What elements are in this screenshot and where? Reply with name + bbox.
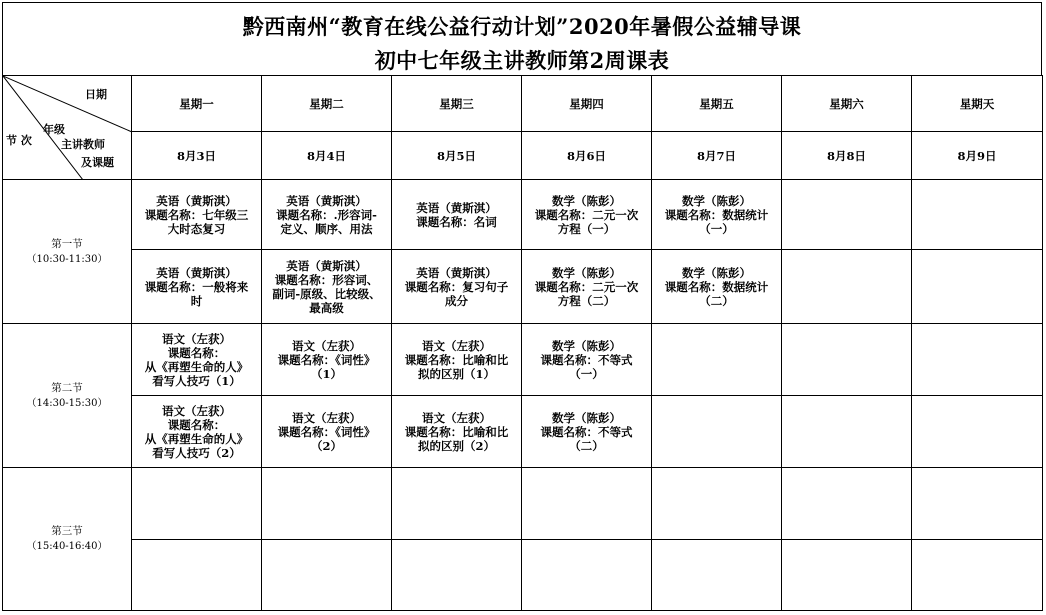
course-topic-line: 从《再塑生命的人》 (144, 431, 249, 446)
class-cell (392, 324, 522, 396)
corner-grade-label: 年级 (43, 123, 65, 136)
course-teacher-line: 语文（左获） (422, 410, 491, 425)
course-topic-line: 课题名称： (167, 417, 226, 432)
course-topic-line: 课题名称：形容词、 (274, 272, 379, 287)
course-teacher-line: 数学（陈彭） (682, 193, 751, 208)
day-header: 星期三 (392, 76, 522, 132)
header-row-dates (3, 132, 1043, 180)
course-topic-line: 课题名称：《词性》 (277, 424, 376, 439)
course-topic-line: 课题名称：《词性》 (277, 352, 376, 367)
course-topic-line: 最高级 (309, 300, 344, 315)
time-slot-cell (3, 324, 132, 468)
day-header: 星期五 (652, 76, 782, 132)
class-cell (132, 468, 262, 540)
class-cell (262, 468, 392, 540)
course-topic-line: 看写人技巧（2） (152, 445, 241, 460)
date-header: 8月4日 (262, 132, 392, 180)
day-header: 星期四 (522, 76, 652, 132)
course-topic-line: 课题名称：二元一次 (534, 207, 639, 222)
class-cell (132, 180, 262, 250)
day-header: 星期一 (132, 76, 262, 132)
course-teacher-line: 英语（黄斯淇） (156, 193, 237, 208)
class-cell (132, 540, 262, 611)
time-slot-name: 第二节 (51, 381, 83, 394)
class-cell (782, 250, 912, 324)
course-topic-line: 拟的区别（2） (417, 438, 495, 453)
class-cell (782, 540, 912, 611)
course-teacher-line: 英语（黄斯淇） (416, 200, 497, 215)
course-topic-line: 副词-原级、比较级、 (272, 286, 381, 301)
course-teacher-line: 语文（左获） (292, 338, 361, 353)
corner-header-cell (3, 76, 132, 180)
course-topic-line: 课题名称：比喻和比 (404, 352, 509, 367)
course-topic-line: 课题名称：.形容词- (276, 207, 377, 222)
class-cell (652, 396, 782, 468)
header-row-days (3, 76, 1043, 132)
schedule-row (3, 250, 1043, 324)
class-cell (132, 250, 262, 324)
course-topic-line: 课题名称：一般将来 (144, 279, 249, 294)
course-teacher-line: 数学（陈彭） (552, 265, 621, 280)
title-block (2, 2, 1042, 76)
schedule-row (3, 396, 1043, 468)
schedule-row (3, 180, 1043, 250)
course-topic-line: （一） (699, 221, 734, 236)
class-cell (652, 324, 782, 396)
class-cell (392, 540, 522, 611)
date-header: 8月3日 (132, 132, 262, 180)
course-teacher-line: 数学（陈彭） (552, 410, 621, 425)
course-teacher-line: 英语（黄斯淇） (286, 193, 367, 208)
date-header: 8月9日 (912, 132, 1043, 180)
class-cell (912, 180, 1043, 250)
corner-topic-label: 及课题 (81, 156, 114, 169)
class-cell (262, 324, 392, 396)
class-cell (132, 324, 262, 396)
course-topic-line: （一） (569, 366, 604, 381)
class-cell (912, 250, 1043, 324)
course-topic-line: 方程（一） (557, 221, 616, 236)
course-topic-line: 课题名称：不等式 (540, 424, 633, 439)
course-topic-line: 课题名称：名词 (416, 214, 497, 229)
class-cell (522, 324, 652, 396)
title-main: 黔西南州“教育在线公益行动计划”2020年暑假公益辅导课 (242, 14, 802, 39)
class-cell (522, 250, 652, 324)
day-header: 星期二 (262, 76, 392, 132)
class-cell (522, 180, 652, 250)
course-teacher-line: 英语（黄斯淇） (286, 258, 367, 273)
date-header: 8月7日 (652, 132, 782, 180)
course-topic-line: 方程（二） (557, 293, 616, 308)
course-topic-line: 课题名称：七年级三 (144, 207, 249, 222)
course-teacher-line: 数学（陈彭） (552, 338, 621, 353)
course-teacher-line: 语文（左获） (162, 331, 231, 346)
course-topic-line: 课题名称：复习句子 (404, 279, 509, 294)
course-teacher-line: 英语（黄斯淇） (416, 265, 497, 280)
class-cell (392, 468, 522, 540)
course-teacher-line: 数学（陈彭） (682, 265, 751, 280)
course-teacher-line: 数学（陈彭） (552, 193, 621, 208)
time-slot-time: （10:30-11:30） (26, 253, 108, 265)
time-slot-name: 第三节 (51, 525, 83, 537)
date-header: 8月6日 (522, 132, 652, 180)
date-header: 8月5日 (392, 132, 522, 180)
course-topic-line: （2） (310, 438, 342, 453)
course-topic-line: （二） (699, 293, 734, 308)
corner-section-label: 节 次 (6, 134, 32, 147)
class-cell (262, 250, 392, 324)
time-slot-time: （14:30-15:30） (26, 397, 108, 409)
class-cell (782, 468, 912, 540)
class-cell (522, 468, 652, 540)
day-header: 星期天 (912, 76, 1043, 132)
class-cell (912, 540, 1043, 611)
course-topic-line: 从《再塑生命的人》 (144, 359, 249, 374)
class-cell (912, 468, 1043, 540)
course-topic-line: 课题名称：数据统计 (664, 279, 769, 294)
class-cell (262, 540, 392, 611)
corner-teacher-label: 主讲教师 (61, 138, 105, 151)
time-slot-name: 第一节 (51, 237, 83, 250)
course-topic-line: 大时态复习 (167, 221, 226, 236)
schedule-row (3, 324, 1043, 396)
time-slot-time: （15:40-16:40） (26, 541, 108, 552)
class-cell (912, 396, 1043, 468)
class-cell (782, 396, 912, 468)
course-topic-line: 课题名称：不等式 (540, 352, 633, 367)
class-cell (522, 396, 652, 468)
class-cell (392, 250, 522, 324)
schedule-sheet (2, 2, 1042, 610)
course-topic-line: 定义、顺序、用法 (280, 221, 373, 236)
class-cell (392, 180, 522, 250)
schedule-row (3, 468, 1043, 540)
class-cell (912, 324, 1043, 396)
course-teacher-line: 英语（黄斯淇） (156, 265, 237, 280)
class-cell (782, 180, 912, 250)
class-cell (522, 540, 652, 611)
class-cell (782, 324, 912, 396)
time-slot-cell (3, 468, 132, 611)
class-cell (652, 250, 782, 324)
course-topic-line: （二） (569, 438, 604, 453)
class-cell (652, 468, 782, 540)
class-cell (652, 540, 782, 611)
course-topic-line: 拟的区别（1） (417, 366, 495, 381)
course-topic-line: 课题名称： (167, 345, 226, 360)
course-teacher-line: 语文（左获） (292, 410, 361, 425)
course-teacher-line: 语文（左获） (162, 403, 231, 418)
course-teacher-line: 语文（左获） (422, 338, 491, 353)
title-sub: 初中七年级主讲教师第2周课表 (374, 48, 670, 73)
class-cell (132, 396, 262, 468)
corner-date-label: 日期 (85, 88, 107, 101)
course-topic-line: 课题名称：二元一次 (534, 279, 639, 294)
class-cell (262, 396, 392, 468)
time-slot-cell (3, 180, 132, 324)
date-header: 8月8日 (782, 132, 912, 180)
course-topic-line: 课题名称：数据统计 (664, 207, 769, 222)
class-cell (262, 180, 392, 250)
schedule-row (3, 540, 1043, 611)
schedule-table (2, 75, 1043, 611)
class-cell (652, 180, 782, 250)
day-header: 星期六 (782, 76, 912, 132)
course-topic-line: 看写人技巧（1） (152, 373, 241, 388)
course-topic-line: 课题名称：比喻和比 (404, 424, 509, 439)
course-topic-line: 时 (190, 293, 203, 308)
class-cell (392, 396, 522, 468)
course-topic-line: （1） (310, 366, 342, 381)
course-topic-line: 成分 (445, 293, 468, 308)
